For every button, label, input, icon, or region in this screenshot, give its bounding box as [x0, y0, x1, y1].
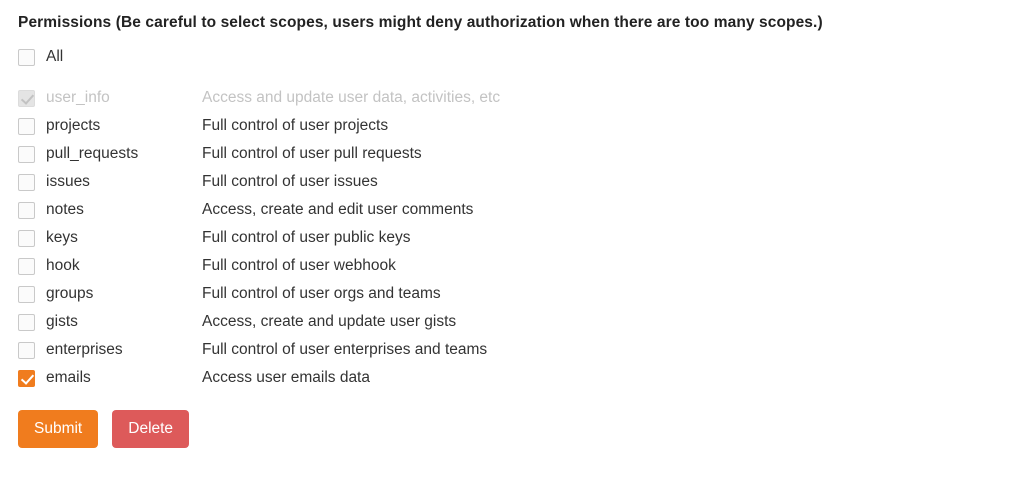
scope-name: hook — [46, 257, 80, 275]
scope-name: pull_requests — [46, 145, 139, 163]
checkbox-scope[interactable] — [18, 342, 35, 359]
scope-row[interactable] — [18, 336, 1005, 364]
checkbox-scope[interactable] — [18, 202, 35, 219]
scope-row[interactable] — [18, 308, 1005, 336]
scope-name: emails — [46, 369, 91, 387]
scope-description: Access user emails data — [202, 369, 370, 387]
submit-button[interactable]: Submit — [18, 410, 98, 448]
scope-row-all[interactable] — [18, 42, 1005, 72]
scope-description: Full control of user projects — [202, 117, 389, 135]
scope-name: gists — [46, 313, 78, 331]
scope-description: Access, create and edit user comments — [202, 201, 474, 219]
scope-row[interactable] — [18, 252, 1005, 280]
scope-name: notes — [46, 201, 84, 219]
scope-description: Full control of user webhook — [202, 257, 396, 275]
checkbox-all[interactable] — [18, 49, 35, 66]
scope-name: projects — [46, 117, 101, 135]
form-actions — [18, 410, 1005, 448]
checkbox-scope[interactable] — [18, 370, 35, 387]
scope-row[interactable] — [18, 224, 1005, 252]
checkbox-scope[interactable] — [18, 286, 35, 303]
scope-row[interactable] — [18, 196, 1005, 224]
page-title-hint: (Be careful to select scopes, users might deny authorization when there are too many scopes.) — [115, 14, 823, 31]
scope-description: Full control of user pull requests — [202, 145, 422, 163]
scope-row[interactable] — [18, 112, 1005, 140]
checkbox-scope[interactable] — [18, 230, 35, 247]
scope-row[interactable] — [18, 364, 1005, 392]
checkbox-scope[interactable] — [18, 118, 35, 135]
scope-name: keys — [46, 229, 78, 247]
scope-list — [18, 84, 1005, 392]
scope-description: Full control of user orgs and teams — [202, 285, 441, 303]
checkbox-scope[interactable] — [18, 314, 35, 331]
scope-name: user_info — [46, 89, 110, 107]
scope-description: Access, create and update user gists — [202, 313, 457, 331]
scope-row — [18, 84, 1005, 112]
checkbox-scope — [18, 90, 35, 107]
delete-button[interactable]: Delete — [112, 410, 189, 448]
scope-description: Full control of user enterprises and teams — [202, 341, 488, 359]
page-title-label: Permissions — [18, 14, 112, 31]
scope-description: Full control of user issues — [202, 173, 378, 191]
scope-row[interactable] — [18, 280, 1005, 308]
scope-label-all: All — [46, 48, 64, 66]
scope-description: Access and update user data, activities, etc — [202, 89, 501, 107]
scope-row[interactable] — [18, 168, 1005, 196]
page-title — [18, 14, 1005, 32]
scope-name: groups — [46, 285, 94, 303]
checkbox-scope[interactable] — [18, 146, 35, 163]
checkbox-scope[interactable] — [18, 258, 35, 275]
scope-row[interactable] — [18, 140, 1005, 168]
scope-description: Full control of user public keys — [202, 229, 411, 247]
scope-name: issues — [46, 173, 90, 191]
checkbox-scope[interactable] — [18, 174, 35, 191]
scope-name: enterprises — [46, 341, 123, 359]
